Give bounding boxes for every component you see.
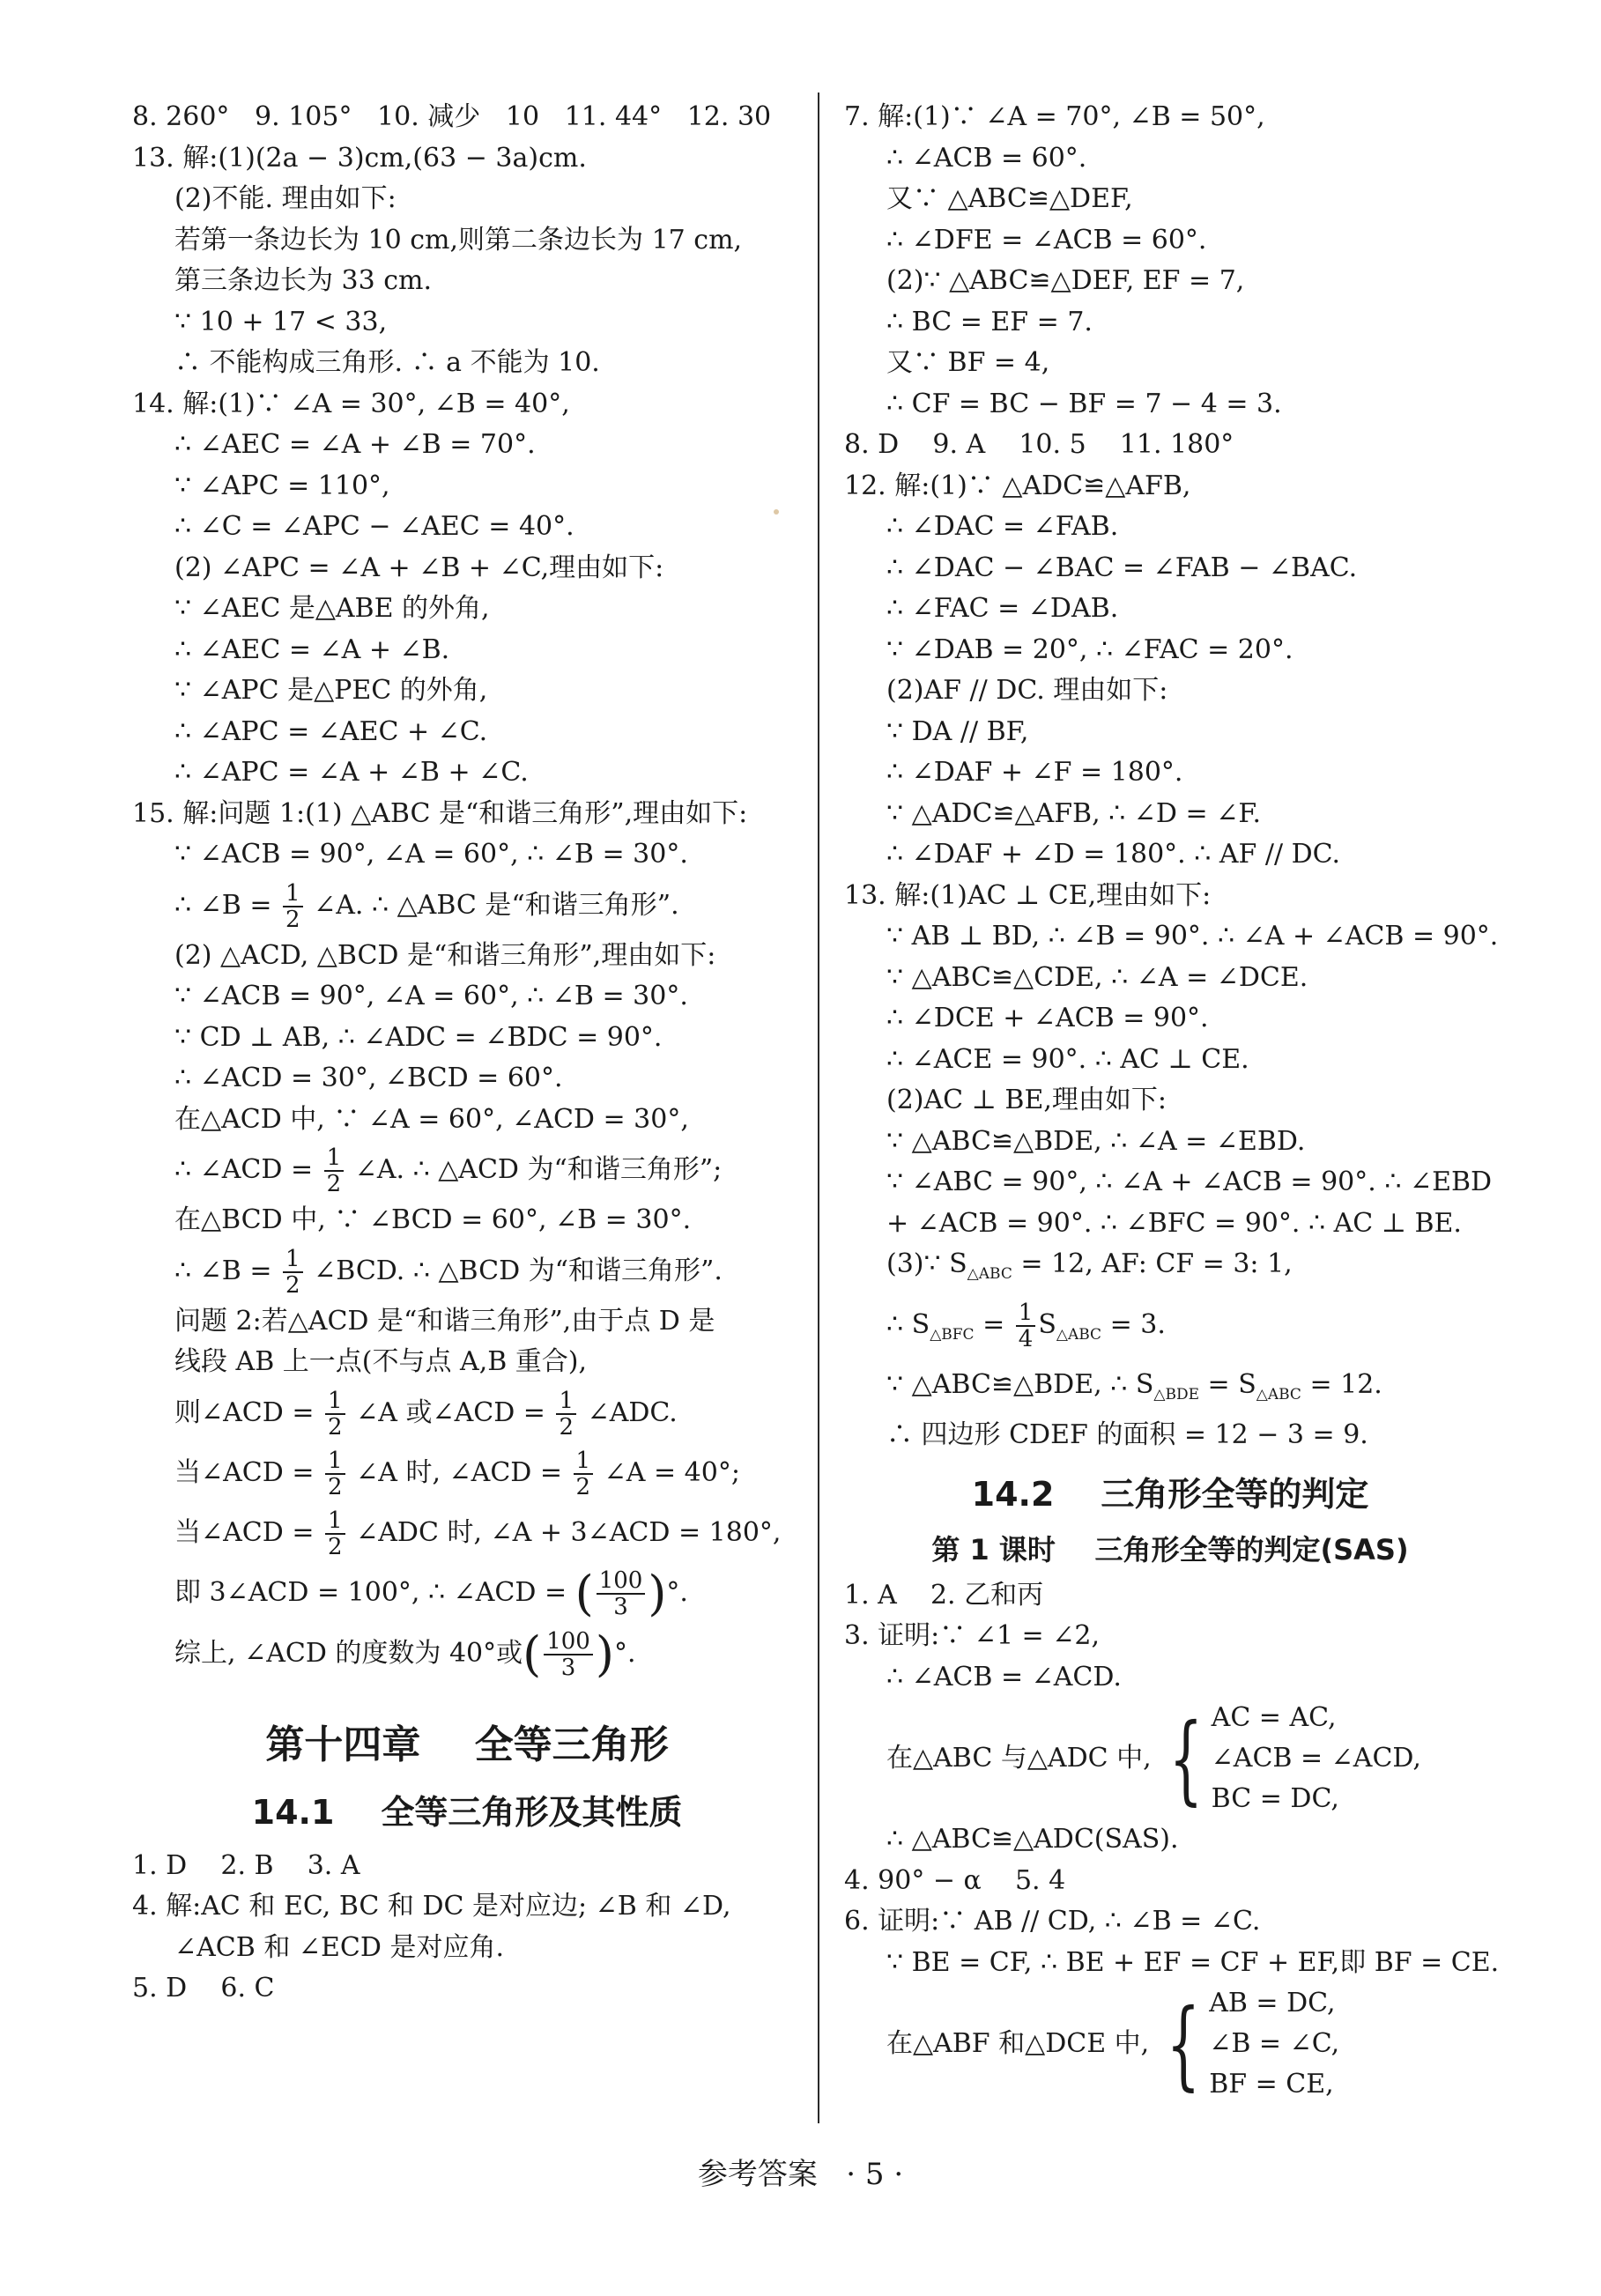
chapter-title: 第十四章 全等三角形 <box>265 1722 669 1767</box>
text-run: = 12. <box>1301 1368 1382 1400</box>
fraction-one-half <box>283 1247 303 1298</box>
answer-line: 又∵ BF = 4, <box>886 347 1050 378</box>
answer-line: ∵ ∠APC 是△PEC 的外角, <box>174 675 488 706</box>
answer-line: ∴ ∠DFE = ∠ACB = 60°. <box>886 224 1207 256</box>
answer-line: 4. 解:AC 和 EC, BC 和 DC 是对应边; ∠B 和 ∠D, <box>132 1891 731 1922</box>
answer-line: 15. 解:问题 1:(1) △ABC 是“和谐三角形”,理由如下: <box>132 797 748 829</box>
answer-line: ∴ ∠C = ∠APC − ∠AEC = 40°. <box>174 511 574 542</box>
answer-line: 1. D 2. B 3. A <box>132 1849 360 1881</box>
answer-line: ∴ ∠ACE = 90°. ∴ AC ⊥ CE. <box>886 1043 1249 1075</box>
answer-line: ∵ DA // BF, <box>886 715 1029 747</box>
answer-line-fraction <box>132 1241 802 1301</box>
equation-system-row <box>844 1698 1496 1819</box>
answer-line: ∴ ∠DAC − ∠BAC = ∠FAB − ∠BAC. <box>886 552 1358 583</box>
system-line: AB = DC, <box>1209 1988 1336 2018</box>
answer-line: (2) △ACD, △BCD 是“和谐三角形”,理由如下: <box>174 939 716 971</box>
answer-line: ∴ 不能构成三角形. ∴ a 不能为 10. <box>174 347 600 378</box>
fraction-one-half <box>324 1145 345 1196</box>
subscript: △ABC <box>967 1265 1012 1283</box>
answer-line: (2)AF // DC. 理由如下: <box>886 675 1168 706</box>
answer-line: ∴ ∠APC = ∠A + ∠B + ∠C. <box>174 757 529 788</box>
denominator: 2 <box>285 906 300 933</box>
text-run: 当∠ACD = <box>174 1516 323 1548</box>
denominator: 2 <box>326 1171 342 1197</box>
text-run: 在△ABC 与△ADC 中, <box>886 1742 1152 1774</box>
text-run: (3)∵ S <box>886 1248 967 1279</box>
answer-line-fraction <box>132 1563 802 1624</box>
answer-line: ∴ △ABC≌△ADC(SAS). <box>886 1824 1179 1855</box>
system-line: ∠ACB = ∠ACD, <box>1211 1743 1421 1774</box>
numerator: 1 <box>574 1448 594 1475</box>
system-lines <box>1212 1698 1421 1819</box>
answer-line: 1. A 2. 乙和丙 <box>844 1579 1044 1611</box>
system-line: AC = AC, <box>1211 1702 1337 1733</box>
text-run: 即 3∠ACD = 100°, ∴ ∠ACD = <box>174 1576 575 1608</box>
answer-line-fraction <box>132 1140 802 1200</box>
answer-line: 13. 解:(1)(2a − 3)cm,(63 − 3a)cm. <box>132 142 587 174</box>
answer-line: 4. 90° − α 5. 4 <box>844 1864 1066 1896</box>
text-run: °. <box>613 1637 636 1669</box>
right-paren: ) <box>595 1626 614 1682</box>
subscript: △BFC <box>930 1325 975 1344</box>
numerator: 1 <box>283 881 303 907</box>
text-run: ∠A 时, ∠ACD = <box>347 1456 571 1488</box>
answer-line: ∵ ∠DAB = 20°, ∴ ∠FAC = 20°. <box>886 633 1293 665</box>
answer-line-fraction <box>844 1295 1496 1365</box>
fraction-100-thirds <box>597 1568 646 1619</box>
lesson-title: 第 1 课时 三角形全等的判定(SAS) <box>931 1532 1409 1566</box>
fraction-one-half <box>556 1389 576 1440</box>
answer-line: ∵ AB ⊥ BD, ∴ ∠B = 90°. ∴ ∠A + ∠ACB = 90°. <box>886 921 1499 952</box>
answer-line-fraction <box>132 876 802 936</box>
system-lines <box>1209 1983 1339 2105</box>
answer-line: ∵ CD ⊥ AB, ∴ ∠ADC = ∠BDC = 90°. <box>174 1021 663 1053</box>
answer-line: ∵ ∠APC = 110°, <box>174 470 390 501</box>
text-run: ∴ ∠B = <box>174 889 281 921</box>
answer-line: ∵ △ADC≌△AFB, ∴ ∠D = ∠F. <box>886 797 1262 829</box>
text-run: ∠A. ∴ △ABC 是“和谐三角形”. <box>305 889 679 921</box>
denominator: 2 <box>559 1413 574 1441</box>
answer-line: ∵ ∠ABC = 90°, ∴ ∠A + ∠ACB = 90°. ∴ ∠EBD <box>886 1167 1493 1197</box>
answer-line: 14. 解:(1)∵ ∠A = 30°, ∠B = 40°, <box>132 388 570 419</box>
answer-line-fraction <box>132 1503 802 1563</box>
numerator: 1 <box>1016 1300 1036 1327</box>
numerator: 100 <box>544 1629 593 1655</box>
text-run: ∴ ∠B = <box>174 1255 281 1286</box>
answer-line: (2)不能. 理由如下: <box>174 183 397 214</box>
answer-line: (2)∵ △ABC≌△DEF, EF = 7, <box>886 265 1245 296</box>
answer-line: 6. 证明:∵ AB // CD, ∴ ∠B = ∠C. <box>844 1906 1261 1937</box>
numerator: 1 <box>556 1389 576 1415</box>
text-run: = <box>974 1308 1013 1340</box>
answer-line: ∴ ∠AEC = ∠A + ∠B = 70°. <box>174 429 536 460</box>
answer-line: ∵ ∠ACB = 90°, ∠A = 60°, ∴ ∠B = 30°. <box>174 839 688 870</box>
right-column <box>844 97 1500 2105</box>
answer-line: 线段 AB 上一点(不与点 A,B 重合), <box>174 1346 588 1377</box>
equation-system <box>1153 1983 1339 2105</box>
denominator: 3 <box>613 1593 628 1620</box>
text-run: 则∠ACD = <box>174 1396 323 1428</box>
denominator: 4 <box>1018 1325 1034 1352</box>
answer-line-subscript <box>844 1244 1496 1295</box>
text-run: 在△ABF 和△DCE 中, <box>886 2027 1150 2059</box>
answer-line: ∴ ∠DAC = ∠FAB. <box>886 511 1119 542</box>
answer-line: ∴ ∠ACB = 60°. <box>886 142 1087 174</box>
answer-line: 12. 解:(1)∵ △ADC≌△AFB, <box>844 470 1191 501</box>
denominator: 3 <box>560 1654 576 1681</box>
answer-line: 5. D 6. C <box>132 1973 275 2003</box>
answer-line: ∴ ∠ACD = 30°, ∠BCD = 60°. <box>174 1063 563 1093</box>
text-run: ∵ △ABC≌△BDE, ∴ S <box>886 1368 1154 1400</box>
system-line: ∠B = ∠C, <box>1209 2028 1340 2059</box>
answer-line: ∴ ∠AEC = ∠A + ∠B. <box>174 633 450 665</box>
system-line: BC = DC, <box>1211 1783 1339 1814</box>
text-run: ∠ADC 时, ∠A + 3∠ACD = 180°, <box>347 1516 782 1548</box>
answer-line: ∵ ∠ACB = 90°, ∠A = 60°, ∴ ∠B = 30°. <box>174 981 688 1011</box>
answer-line: 8. D 9. A 10. 5 11. 180° <box>844 429 1234 460</box>
denominator: 2 <box>328 1533 343 1560</box>
text-run: ∠A 或∠ACD = <box>347 1396 554 1428</box>
denominator: 2 <box>575 1473 591 1500</box>
right-paren: ) <box>648 1565 667 1621</box>
answer-line: (2)AC ⊥ BE,理由如下: <box>886 1085 1167 1115</box>
answer-line: ∴ ∠FAC = ∠DAB. <box>886 593 1119 624</box>
fraction-100-thirds <box>544 1629 593 1680</box>
fraction-one-half <box>325 1448 345 1500</box>
text-run: ∴ S <box>886 1308 930 1340</box>
system-line: BF = CE, <box>1209 2069 1334 2100</box>
brace-symbol: { <box>1168 1702 1203 1815</box>
brace-symbol: { <box>1166 1988 1201 2100</box>
answer-line-fraction <box>132 1624 802 1685</box>
answer-line: ∵ ∠AEC 是△ABE 的外角, <box>174 593 490 624</box>
answer-line: ∵ △ABC≌△BDE, ∴ ∠A = ∠EBD. <box>886 1125 1306 1157</box>
text-run: = 3. <box>1101 1308 1166 1340</box>
section-title: 14.1 全等三角形及其性质 <box>251 1792 683 1832</box>
numerator: 100 <box>597 1568 646 1595</box>
answer-line: ∴ ∠DCE + ∠ACB = 90°. <box>886 1003 1209 1033</box>
text-run: 当∠ACD = <box>174 1456 323 1488</box>
answer-line: 3. 证明:∵ ∠1 = ∠2, <box>844 1620 1100 1651</box>
answer-line: ∵ △ABC≌△CDE, ∴ ∠A = ∠DCE. <box>886 961 1308 993</box>
text-run: ∠ADC. <box>579 1396 678 1428</box>
numerator: 1 <box>325 1508 345 1535</box>
numerator: 1 <box>283 1247 303 1273</box>
answer-line: ∴ ∠DAF + ∠D = 180°. ∴ AF // DC. <box>886 839 1341 870</box>
answer-line: ∴ BC = EF = 7. <box>886 306 1093 337</box>
denominator: 2 <box>328 1413 343 1441</box>
answer-line: 又∵ △ABC≌△DEF, <box>886 183 1133 214</box>
answer-line: 8. 260° 9. 105° 10. 减少 10 11. 44° 12. 30 <box>132 101 772 132</box>
answer-line: ∵ BE = CF, ∴ BE + EF = CF + EF,即 BF = CE. <box>886 1946 1500 1978</box>
answer-line: ∠ACB 和 ∠ECD 是对应角. <box>174 1931 504 1963</box>
text-run: = S <box>1198 1368 1256 1400</box>
column-divider <box>818 93 819 2123</box>
equation-system-row <box>844 1983 1496 2105</box>
numerator: 1 <box>324 1145 345 1172</box>
left-column <box>132 97 802 2010</box>
text-run: 综上, ∠ACD 的度数为 40°或 <box>174 1637 523 1669</box>
answer-line: ∴ 四边形 CDEF 的面积 = 12 − 3 = 9. <box>886 1419 1368 1450</box>
answer-line: ∴ ∠ACB = ∠ACD. <box>886 1661 1122 1692</box>
fraction-one-quarter <box>1016 1300 1036 1352</box>
answer-line-fraction <box>132 1383 802 1443</box>
answer-line: 若第一条边长为 10 cm,则第二条边长为 17 cm, <box>174 224 743 256</box>
answer-line: ∴ ∠APC = ∠AEC + ∠C. <box>174 715 488 747</box>
answer-line-subscript <box>844 1365 1496 1416</box>
section-title: 14.2 三角形全等的判定 <box>971 1474 1369 1514</box>
text-run: ∠A = 40°; <box>596 1456 740 1488</box>
denominator: 2 <box>285 1271 300 1299</box>
answer-line: 7. 解:(1)∵ ∠A = 70°, ∠B = 50°, <box>844 101 1265 132</box>
fraction-one-half <box>325 1508 345 1559</box>
answer-line: ∵ 10 + 17 < 33, <box>174 306 388 337</box>
text-run: °. <box>666 1576 688 1608</box>
page-footer: 参考答案 · 5 · <box>697 2157 904 2192</box>
answer-line: (2) ∠APC = ∠A + ∠B + ∠C,理由如下: <box>174 552 664 583</box>
text-run: ∠BCD. ∴ △BCD 为“和谐三角形”. <box>305 1255 723 1286</box>
answer-line: 第三条边长为 33 cm. <box>174 265 433 296</box>
answer-line: ∴ CF = BC − BF = 7 − 4 = 3. <box>886 388 1282 419</box>
fraction-one-half <box>574 1448 594 1500</box>
numerator: 1 <box>325 1448 345 1475</box>
answer-line-fraction <box>132 1443 802 1503</box>
fraction-one-half <box>283 881 303 932</box>
answer-line: 在△ACD 中, ∵ ∠A = 60°, ∠ACD = 30°, <box>174 1103 689 1135</box>
subscript: △BDE <box>1153 1385 1199 1404</box>
numerator: 1 <box>325 1389 345 1415</box>
answer-line: 在△BCD 中, ∵ ∠BCD = 60°, ∠B = 30°. <box>174 1204 692 1235</box>
text-run: ∠A. ∴ △ACD 为“和谐三角形”; <box>346 1154 723 1185</box>
answer-line: ∴ ∠DAF + ∠F = 180°. <box>886 757 1183 788</box>
answer-line: 13. 解:(1)AC ⊥ CE,理由如下: <box>844 879 1212 911</box>
denominator: 2 <box>328 1473 343 1500</box>
subscript: △ABC <box>1056 1325 1102 1344</box>
left-paren: ( <box>574 1565 594 1621</box>
subscript: △ABC <box>1256 1385 1301 1404</box>
left-paren: ( <box>523 1626 542 1682</box>
text-run: ∴ ∠ACD = <box>174 1154 322 1185</box>
fraction-one-half <box>325 1389 345 1440</box>
equation-system <box>1155 1698 1421 1819</box>
text-run: S <box>1038 1308 1056 1340</box>
text-run: = 12, AF: CF = 3: 1, <box>1012 1248 1293 1279</box>
answer-line: + ∠ACB = 90°. ∴ ∠BFC = 90°. ∴ AC ⊥ BE. <box>886 1207 1462 1239</box>
answer-line: 问题 2:若△ACD 是“和谐三角形”,由于点 D 是 <box>174 1305 715 1337</box>
